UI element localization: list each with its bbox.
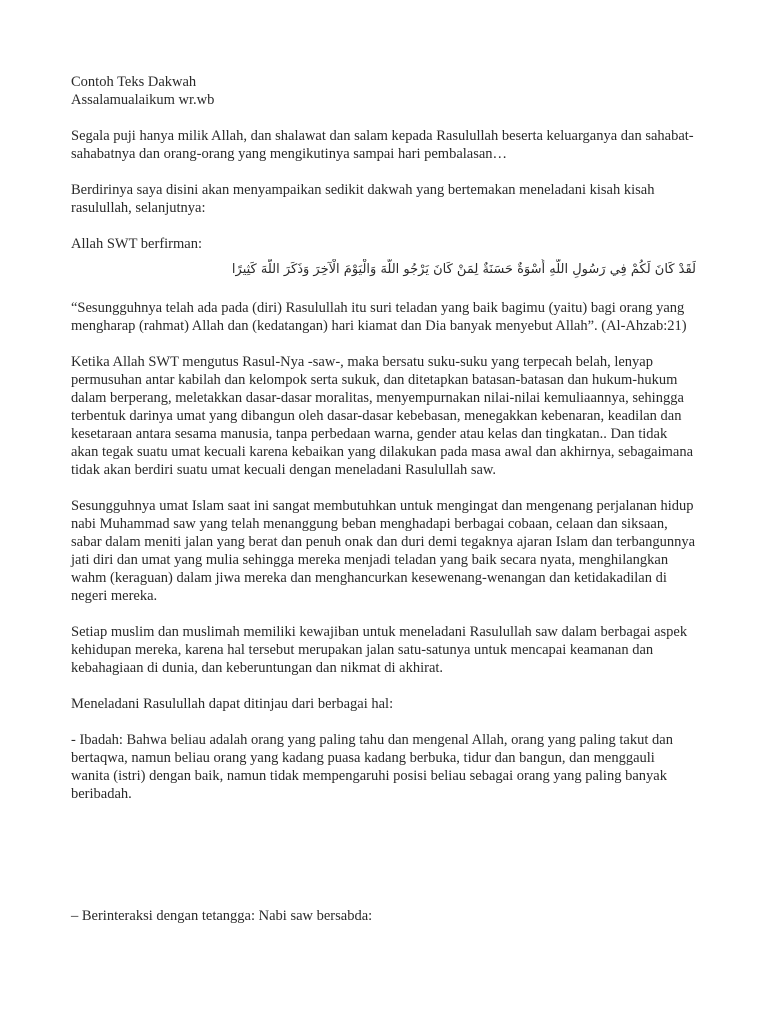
verse-translation: “Sesungguhnya telah ada pada (diri) Rasulullah itu suri teladan yang baik bagimu (yaitu) bagi orang yang mengharap (rahmat) Allah dan (kedatangan) hari kiamat dan Dia banyak menyebut Allah”. (Al-Ahzab:21) bbox=[71, 300, 687, 334]
paragraph-opening: Segala puji hanya milik Allah, dan shalawat dan salam kepada Rasulullah beserta keluarganya dan sahabat-sahabatnya dan orang-orang yang mengikutinya sampai hari pembalasan… bbox=[71, 128, 694, 162]
paragraph-kewajiban: Setiap muslim dan muslimah memiliki kewajiban untuk meneladani Rasulullah saw dalam berbagai aspek kehidupan mereka, karena hal tersebut merupakan jalan satu-satunya untuk mencapai keamanan dan kebahagiaan di dunia, dan keberuntungan dan nikmat di akhirat. bbox=[71, 624, 688, 676]
paragraph-ibadah: - Ibadah: Bahwa beliau adalah orang yang paling tahu dan mengenal Allah, orang yang paling takut dan bertaqwa, namun beliau orang yang kadang puasa kadang berbuka, tidur dan bangun, dan menggauli wanita (istri) dengan baik, namun tidak mempengaruhi posisi beliau sebagai orang yang paling banyak beribadah. bbox=[71, 732, 673, 802]
firman-label: Allah SWT berfirman: bbox=[71, 236, 203, 252]
document-body bbox=[71, 73, 696, 943]
paragraph-intro: Berdirinya saya disini akan menyampaikan sedikit dakwah yang bertemakan meneladani kisah kisah rasulullah, selanjutnya: bbox=[71, 182, 655, 216]
paragraph-firman bbox=[71, 235, 696, 253]
greeting: Assalamualaikum wr.wb bbox=[71, 92, 215, 108]
paragraph-umat: Sesungguhnya umat Islam saat ini sangat membutuhkan untuk mengingat dan mengenang perjalanan hidup nabi Muhammad saw yang telah menanggung beban menghadapi berbagai cobaan, celaan dan siksaan, sabar dalam meniti jalan yang berat dan penuh onak dan duri demi tegaknya ajaran Islam dan terbangunnya jati diri dan umat yang mulia sehingga mereka menjadi teladan yang baik secara nyata, menghilangkan wahm (keraguan) dalam jiwa mereka dan menghancurkan kesewenang-wenangan dan ketidakadilan di negeri mereka. bbox=[71, 498, 696, 604]
blank-space bbox=[71, 821, 696, 907]
paragraph-rasul: Ketika Allah SWT mengutus Rasul-Nya -saw-, maka bersatu suku-suku yang terpecah belah, lenyap permusuhan antar kabilah dan kelompok serta sukuk, dan ditetapkan batasan-batasan dan hukum-hukum dalam berperang, meletakkan dasar-dasar moralitas, menyempurnakan nilai-nilai kemuliaannya, sehingga terbentuk darinya umat yang dibangun oleh dasar-dasar kebebasan, menegakkan kebenaran, keadilan dan kesetaraan antara sesama manusia, tanpa perbedaan warna, gender atau kelas dan tingkatan.. Dan tidak akan tegak suatu umat kecuali karena kebaikan yang dilakukan pada masa awal dan akhirnya, sebagaimana tidak akan berdiri suatu umat kecuali dengan meneladani Rasulullah saw. bbox=[71, 354, 694, 478]
paragraph-tetangga: – Berinteraksi dengan tetangga: Nabi saw bersabda: bbox=[71, 908, 373, 924]
arabic-verse: لَقَدْ كَانَ لَكُمْ فِي رَسُولِ اللَّهِ أُسْوَةٌ حَسَنَةٌ لِمَنْ كَانَ يَرْجُو اللَّهَ وَالْيَوْمَ الْآخِرَ وَذَكَرَ اللَّهَ كَثِيرًا bbox=[231, 262, 696, 277]
document-header bbox=[71, 73, 696, 109]
paragraph-meneladani: Meneladani Rasulullah dapat ditinjau dari berbagai hal: bbox=[71, 696, 394, 712]
document-title: Contoh Teks Dakwah bbox=[71, 74, 197, 90]
